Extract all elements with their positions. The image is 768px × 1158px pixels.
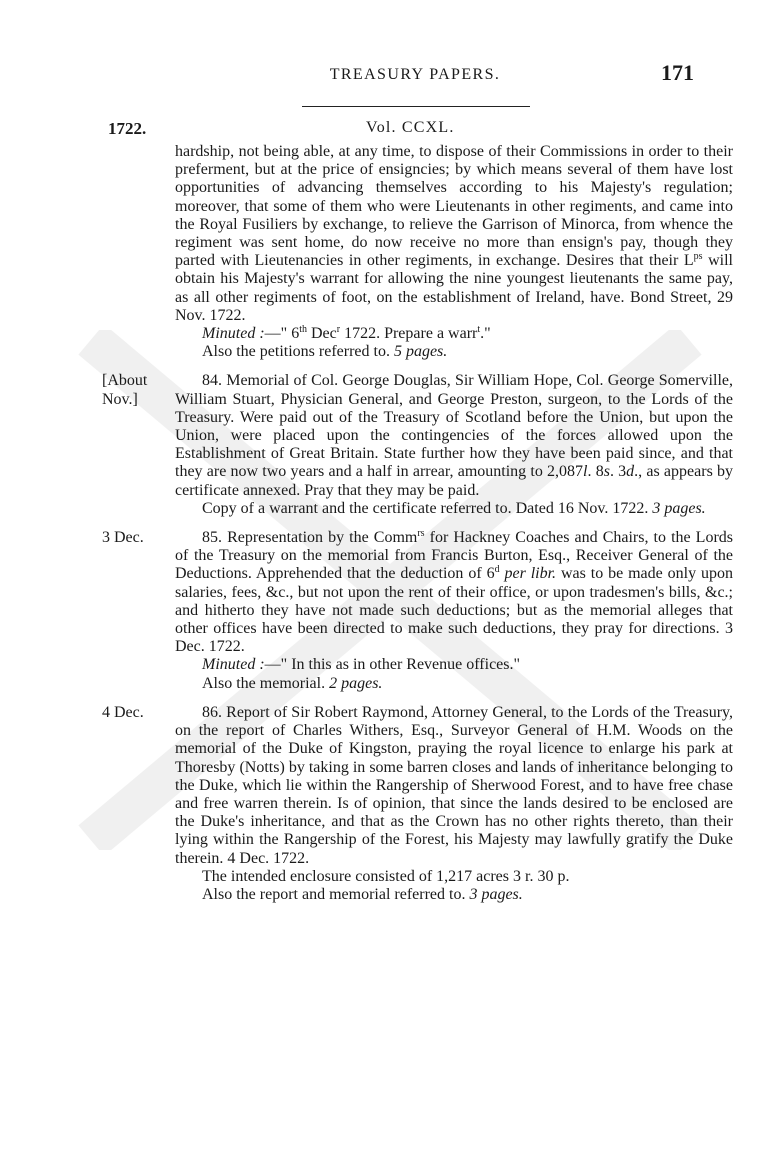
continuation-text-after: will obtain his Majesty's warrant for allowing the nine youngest lieutenants the same pay, as all other regiments of foot, on the establishment of Ireland, have. Bond Street, 29 Nov. 1722. [175,252,734,324]
continuation-paragraph [175,143,733,325]
entry-date: [About Nov.] [102,372,148,408]
entry-text: 85. Representation by the Comm$^{rs}$ for Hackney Coaches and Chairs, to the Lords of the Treasury on the memorial from Francis Burton, Esq., Receiver General of the Deductions. Apprehended that the deduction of 6$^d$ per libr. was to be made only upon salaries, fees, &c., but not upon the rent of their office, or upon tradesmen's bills, &c.; and hitherto they have not made such deductions; but as the memorial alleges that other offices have been directed to make such deductions, they pray for directions. 3 Dec. 1722. [175,528,734,656]
margin-year: 1722. [108,119,147,138]
header-rule [302,106,530,107]
pages-count: 2 pages. [329,674,383,692]
enclosure-line: The intended enclosure consisted of 1,217 acres 3 r. 30 p. [202,867,570,885]
page-number: 171 [661,60,694,85]
minute-line: Minuted :—" In this as in other Revenue offices." [202,656,521,674]
pages-count: 3 pages. [652,499,706,517]
continuation-text: hardship, not being able, at any time, to dispose of their Commissions in order to their preferment, but at the price of ensigncies; by which means several of them have lost opportunities of advancing themselves according to his Majesty's regulation; moreover, that some of them who were Lieutenants in other regiments, and came into the Royal Fusiliers by exchange, to relieve the Garrison of Minorca, from whence the regiment was sent home, do now receive no more than ensign's pay, though they parted with Lieutenancies in other regiments, in exchange. Desires that their L [175,143,733,270]
pages-count: 3 pages. [469,885,523,903]
entry-text: 86. Report of Sir Robert Raymond, Attorney General, to the Lords of the Treasury, on the report of Charles Withers, Esq., Surveyor General of H.M. Woods on the memorial of the Duke of Kingston, praying the royal licence to enlarge his park at Thoresby (Notts) by taking in some barren closes and lands of inheritance belonging to the Duke, which lie within the Rangership of Sherwood Forest, and to have free chase and free warren therein. Is of opinion, that since the lands desired to be enclosed are the Duke's inheritance, and that as the Crown has no other rights thereto, than their lying within the Rangership of the Forest, his Majesty may lawfully gratify the Duke therein. 4 Dec. 1722. [175,703,733,867]
minute-line: Minuted :—" 6th Dec$^r$ 1722. Prepare a warr$^t$." [202,324,491,343]
minuted-label: Minuted : [202,325,265,343]
also-line: Also the petitions referred to. 5 pages. [202,343,448,361]
also-line: Also the report and memorial referred to. 3 pages. [202,885,523,903]
entry-date: 3 Dec. [102,529,144,547]
entry-86 [102,703,733,904]
entry-text: 84. Memorial of Col. George Douglas, Sir William Hope, Col. George Somerville, William Stuart, Physician General, and George Preston, surgeon, to the Lords of the Treasury. Were paid out of the Treasury of Scotland before the Union, but upon the Union, were placed upon the contingencies of the forces allowed upon the Establishment of Great Britain. State further how they have been paid since, and that they are now two years and a half in arrear, amounting to 2,087l. 8s. 3d., as appears by certificate annexed. Pray that they may be paid. [175,372,734,499]
entry-84 [102,372,734,518]
superscript: ps [693,251,703,263]
entry-note: Copy of a warrant and the certificate referred to. Dated 16 Nov. 1722. 3 pages. [202,499,706,517]
running-title: TREASURY PAPERS. [329,66,501,83]
entry-date: 4 Dec. [102,703,144,721]
document-body [102,143,734,904]
also-line: Also the memorial. 2 pages. [202,674,383,692]
pages-count: 5 pages. [393,343,448,361]
volume-heading: Vol. CCXL. [366,119,455,136]
entry-85 [102,528,734,693]
minuted-label: Minuted : [202,656,265,674]
